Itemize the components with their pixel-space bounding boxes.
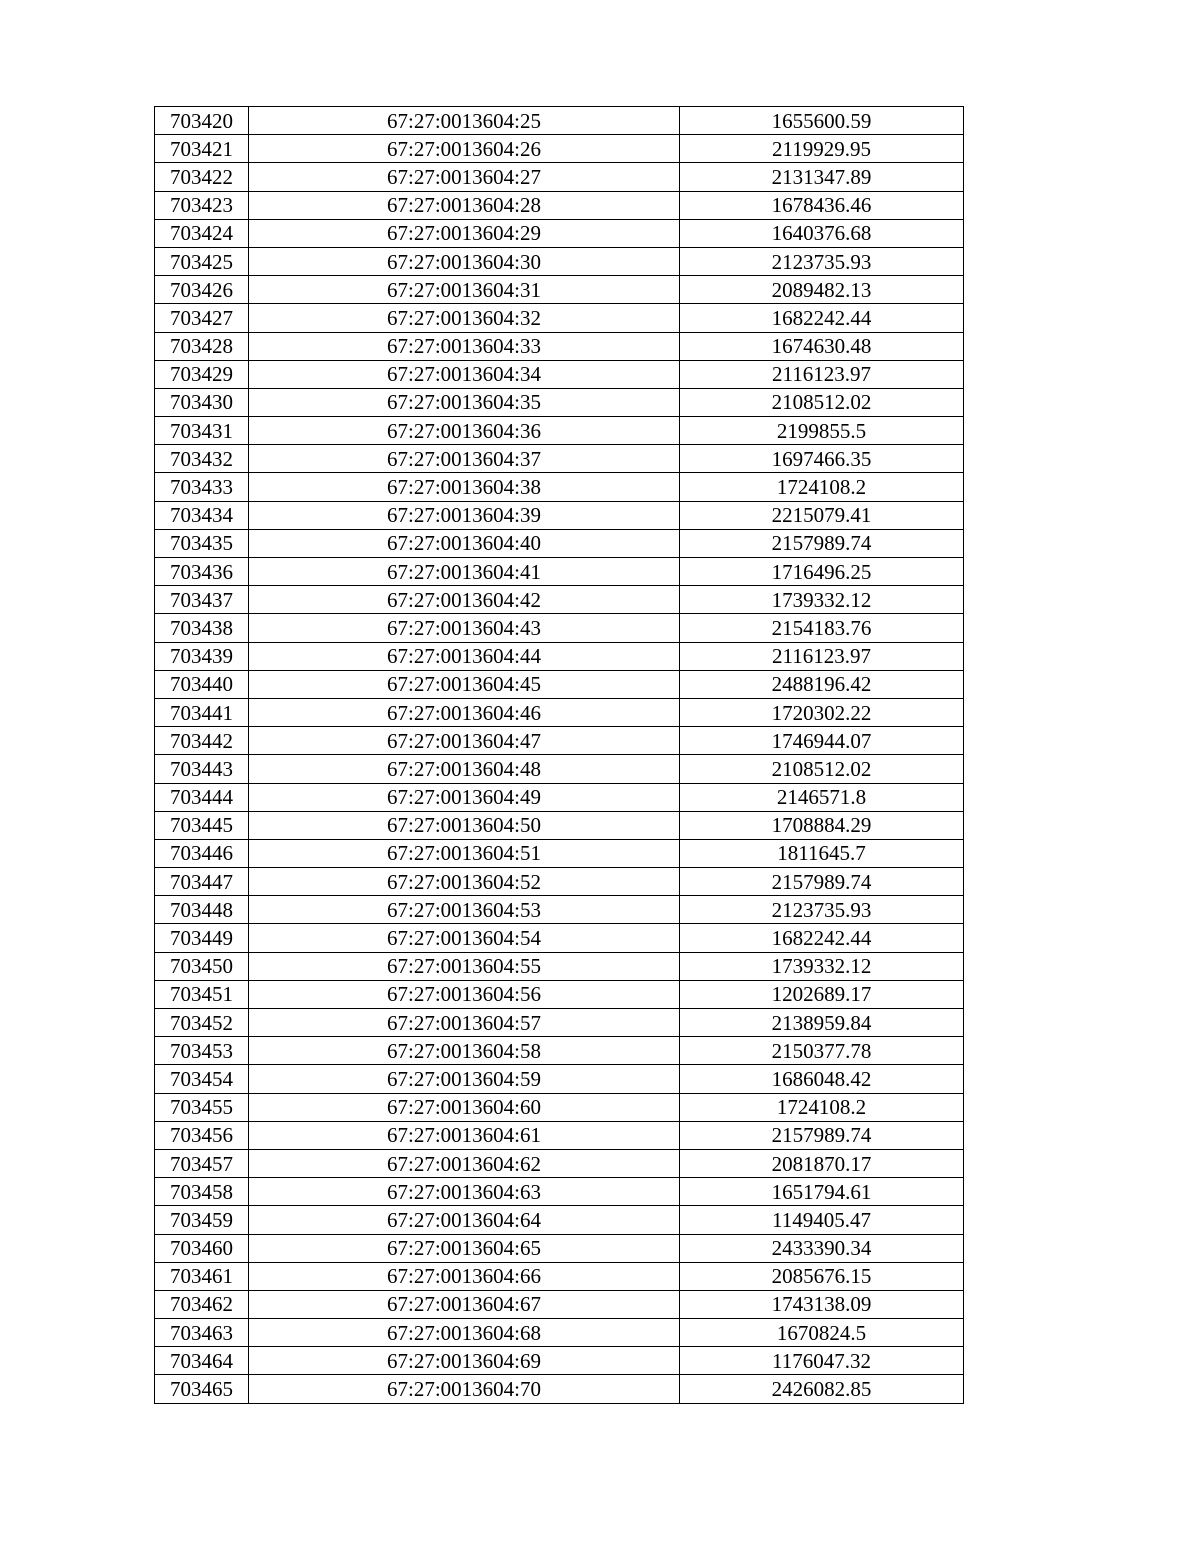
cadastral-number-cell: 67:27:0013604:67: [249, 1290, 680, 1318]
cadastral-number-cell: 67:27:0013604:42: [249, 586, 680, 614]
row-number-cell: 703435: [155, 529, 249, 557]
cadastral-number-cell: 67:27:0013604:62: [249, 1149, 680, 1177]
row-number-cell: 703453: [155, 1037, 249, 1065]
row-number-cell: 703455: [155, 1093, 249, 1121]
row-number-cell: 703462: [155, 1290, 249, 1318]
row-number-cell: 703448: [155, 896, 249, 924]
row-number-cell: 703440: [155, 670, 249, 698]
cadastral-value-cell: 2108512.02: [680, 388, 964, 416]
table-row: [155, 1234, 964, 1262]
row-number-cell: 703424: [155, 219, 249, 247]
cadastral-value-cell: 2089482.13: [680, 276, 964, 304]
row-number-cell: 703465: [155, 1375, 249, 1403]
cadastral-value-cell: 1202689.17: [680, 980, 964, 1008]
table-row: [155, 247, 964, 275]
cadastral-number-cell: 67:27:0013604:65: [249, 1234, 680, 1262]
cadastral-number-cell: 67:27:0013604:28: [249, 191, 680, 219]
row-number-cell: 703451: [155, 980, 249, 1008]
table-row: [155, 586, 964, 614]
table-row: [155, 783, 964, 811]
table-row: [155, 811, 964, 839]
table-row: [155, 1065, 964, 1093]
cadastral-value-cell: 2157989.74: [680, 868, 964, 896]
table-row: [155, 529, 964, 557]
row-number-cell: 703423: [155, 191, 249, 219]
cadastral-number-cell: 67:27:0013604:30: [249, 247, 680, 275]
cadastral-value-cell: 1682242.44: [680, 304, 964, 332]
cadastral-value-cell: 1682242.44: [680, 924, 964, 952]
cadastral-value-cell: 2116123.97: [680, 642, 964, 670]
table-row: [155, 952, 964, 980]
table-row: [155, 1009, 964, 1037]
cadastral-value-cell: 2108512.02: [680, 755, 964, 783]
table-row: [155, 727, 964, 755]
table-row: [155, 839, 964, 867]
row-number-cell: 703456: [155, 1121, 249, 1149]
table-row: [155, 1347, 964, 1375]
cadastral-value-cell: 2119929.95: [680, 135, 964, 163]
cadastral-number-cell: 67:27:0013604:34: [249, 360, 680, 388]
row-number-cell: 703421: [155, 135, 249, 163]
row-number-cell: 703428: [155, 332, 249, 360]
table-row: [155, 614, 964, 642]
cadastral-value-cell: 1724108.2: [680, 1093, 964, 1121]
cadastral-value-cell: 2426082.85: [680, 1375, 964, 1403]
cadastral-value-cell: 2123735.93: [680, 896, 964, 924]
table-row: [155, 304, 964, 332]
table-row: [155, 1037, 964, 1065]
cadastral-value-cell: 2199855.5: [680, 417, 964, 445]
row-number-cell: 703436: [155, 558, 249, 586]
cadastral-number-cell: 67:27:0013604:53: [249, 896, 680, 924]
cadastral-number-cell: 67:27:0013604:58: [249, 1037, 680, 1065]
row-number-cell: 703427: [155, 304, 249, 332]
cadastral-value-cell: 2215079.41: [680, 501, 964, 529]
row-number-cell: 703426: [155, 276, 249, 304]
table-row: [155, 276, 964, 304]
table-row: [155, 501, 964, 529]
row-number-cell: 703443: [155, 755, 249, 783]
cadastral-value-cell: 2085676.15: [680, 1262, 964, 1290]
cadastral-value-table: [154, 106, 964, 1404]
cadastral-number-cell: 67:27:0013604:38: [249, 473, 680, 501]
cadastral-number-cell: 67:27:0013604:29: [249, 219, 680, 247]
table-row: [155, 417, 964, 445]
cadastral-number-cell: 67:27:0013604:63: [249, 1178, 680, 1206]
cadastral-value-cell: 1674630.48: [680, 332, 964, 360]
row-number-cell: 703422: [155, 163, 249, 191]
row-number-cell: 703444: [155, 783, 249, 811]
row-number-cell: 703439: [155, 642, 249, 670]
table-row: [155, 473, 964, 501]
cadastral-number-cell: 67:27:0013604:49: [249, 783, 680, 811]
cadastral-number-cell: 67:27:0013604:47: [249, 727, 680, 755]
cadastral-number-cell: 67:27:0013604:52: [249, 868, 680, 896]
row-number-cell: 703460: [155, 1234, 249, 1262]
cadastral-number-cell: 67:27:0013604:54: [249, 924, 680, 952]
cadastral-number-cell: 67:27:0013604:31: [249, 276, 680, 304]
cadastral-value-cell: 1720302.22: [680, 698, 964, 726]
table-row: [155, 924, 964, 952]
row-number-cell: 703461: [155, 1262, 249, 1290]
table-row: [155, 670, 964, 698]
cadastral-number-cell: 67:27:0013604:40: [249, 529, 680, 557]
cadastral-value-cell: 1640376.68: [680, 219, 964, 247]
cadastral-value-cell: 1149405.47: [680, 1206, 964, 1234]
row-number-cell: 703442: [155, 727, 249, 755]
cadastral-value-cell: 1724108.2: [680, 473, 964, 501]
cadastral-number-cell: 67:27:0013604:57: [249, 1009, 680, 1037]
row-number-cell: 703452: [155, 1009, 249, 1037]
row-number-cell: 703454: [155, 1065, 249, 1093]
row-number-cell: 703429: [155, 360, 249, 388]
cadastral-number-cell: 67:27:0013604:27: [249, 163, 680, 191]
table-row: [155, 1375, 964, 1403]
row-number-cell: 703434: [155, 501, 249, 529]
row-number-cell: 703458: [155, 1178, 249, 1206]
row-number-cell: 703447: [155, 868, 249, 896]
cadastral-number-cell: 67:27:0013604:46: [249, 698, 680, 726]
cadastral-number-cell: 67:27:0013604:60: [249, 1093, 680, 1121]
cadastral-number-cell: 67:27:0013604:64: [249, 1206, 680, 1234]
table-row: [155, 1178, 964, 1206]
table-body: [155, 107, 964, 1404]
cadastral-number-cell: 67:27:0013604:66: [249, 1262, 680, 1290]
table-row: [155, 1290, 964, 1318]
cadastral-value-cell: 2138959.84: [680, 1009, 964, 1037]
cadastral-value-cell: 2157989.74: [680, 1121, 964, 1149]
cadastral-number-cell: 67:27:0013604:25: [249, 107, 680, 135]
cadastral-number-cell: 67:27:0013604:51: [249, 839, 680, 867]
row-number-cell: 703449: [155, 924, 249, 952]
table-row: [155, 698, 964, 726]
table-row: [155, 980, 964, 1008]
cadastral-value-cell: 1655600.59: [680, 107, 964, 135]
cadastral-number-cell: 67:27:0013604:32: [249, 304, 680, 332]
cadastral-number-cell: 67:27:0013604:48: [249, 755, 680, 783]
cadastral-number-cell: 67:27:0013604:68: [249, 1319, 680, 1347]
cadastral-value-cell: 1670824.5: [680, 1319, 964, 1347]
cadastral-number-cell: 67:27:0013604:69: [249, 1347, 680, 1375]
row-number-cell: 703431: [155, 417, 249, 445]
cadastral-value-cell: 2146571.8: [680, 783, 964, 811]
cadastral-number-cell: 67:27:0013604:44: [249, 642, 680, 670]
cadastral-number-cell: 67:27:0013604:26: [249, 135, 680, 163]
row-number-cell: 703445: [155, 811, 249, 839]
cadastral-value-cell: 1743138.09: [680, 1290, 964, 1318]
row-number-cell: 703438: [155, 614, 249, 642]
cadastral-value-cell: 1811645.7: [680, 839, 964, 867]
table-row: [155, 445, 964, 473]
cadastral-value-cell: 2081870.17: [680, 1149, 964, 1177]
cadastral-value-cell: 1739332.12: [680, 952, 964, 980]
cadastral-value-cell: 2488196.42: [680, 670, 964, 698]
table-row: [155, 558, 964, 586]
row-number-cell: 703441: [155, 698, 249, 726]
cadastral-value-cell: 1651794.61: [680, 1178, 964, 1206]
cadastral-value-cell: 1686048.42: [680, 1065, 964, 1093]
cadastral-value-cell: 2116123.97: [680, 360, 964, 388]
cadastral-number-cell: 67:27:0013604:59: [249, 1065, 680, 1093]
cadastral-value-cell: 1697466.35: [680, 445, 964, 473]
cadastral-number-cell: 67:27:0013604:36: [249, 417, 680, 445]
row-number-cell: 703463: [155, 1319, 249, 1347]
row-number-cell: 703437: [155, 586, 249, 614]
cadastral-value-cell: 1739332.12: [680, 586, 964, 614]
cadastral-value-cell: 2150377.78: [680, 1037, 964, 1065]
cadastral-number-cell: 67:27:0013604:50: [249, 811, 680, 839]
cadastral-number-cell: 67:27:0013604:41: [249, 558, 680, 586]
cadastral-number-cell: 67:27:0013604:45: [249, 670, 680, 698]
table-row: [155, 1121, 964, 1149]
row-number-cell: 703420: [155, 107, 249, 135]
table-row: [155, 135, 964, 163]
row-number-cell: 703425: [155, 247, 249, 275]
table-row: [155, 107, 964, 135]
cadastral-value-cell: 2157989.74: [680, 529, 964, 557]
table-row: [155, 1206, 964, 1234]
table-row: [155, 360, 964, 388]
row-number-cell: 703446: [155, 839, 249, 867]
cadastral-value-cell: 2131347.89: [680, 163, 964, 191]
row-number-cell: 703430: [155, 388, 249, 416]
table-row: [155, 1262, 964, 1290]
cadastral-number-cell: 67:27:0013604:55: [249, 952, 680, 980]
cadastral-number-cell: 67:27:0013604:37: [249, 445, 680, 473]
table-row: [155, 191, 964, 219]
table-row: [155, 755, 964, 783]
cadastral-number-cell: 67:27:0013604:61: [249, 1121, 680, 1149]
row-number-cell: 703457: [155, 1149, 249, 1177]
row-number-cell: 703464: [155, 1347, 249, 1375]
cadastral-number-cell: 67:27:0013604:56: [249, 980, 680, 1008]
row-number-cell: 703432: [155, 445, 249, 473]
table-row: [155, 1149, 964, 1177]
cadastral-value-cell: 2433390.34: [680, 1234, 964, 1262]
table-row: [155, 219, 964, 247]
cadastral-number-cell: 67:27:0013604:43: [249, 614, 680, 642]
cadastral-value-cell: 1176047.32: [680, 1347, 964, 1375]
cadastral-number-cell: 67:27:0013604:33: [249, 332, 680, 360]
table-row: [155, 642, 964, 670]
table-row: [155, 896, 964, 924]
row-number-cell: 703433: [155, 473, 249, 501]
row-number-cell: 703459: [155, 1206, 249, 1234]
cadastral-value-cell: 2154183.76: [680, 614, 964, 642]
table-row: [155, 1319, 964, 1347]
cadastral-number-cell: 67:27:0013604:39: [249, 501, 680, 529]
table-row: [155, 388, 964, 416]
cadastral-number-cell: 67:27:0013604:35: [249, 388, 680, 416]
cadastral-value-cell: 1746944.07: [680, 727, 964, 755]
cadastral-value-cell: 1678436.46: [680, 191, 964, 219]
cadastral-value-cell: 2123735.93: [680, 247, 964, 275]
cadastral-number-cell: 67:27:0013604:70: [249, 1375, 680, 1403]
table-row: [155, 868, 964, 896]
table-row: [155, 332, 964, 360]
table-row: [155, 163, 964, 191]
cadastral-value-cell: 1708884.29: [680, 811, 964, 839]
table-row: [155, 1093, 964, 1121]
cadastral-value-cell: 1716496.25: [680, 558, 964, 586]
row-number-cell: 703450: [155, 952, 249, 980]
